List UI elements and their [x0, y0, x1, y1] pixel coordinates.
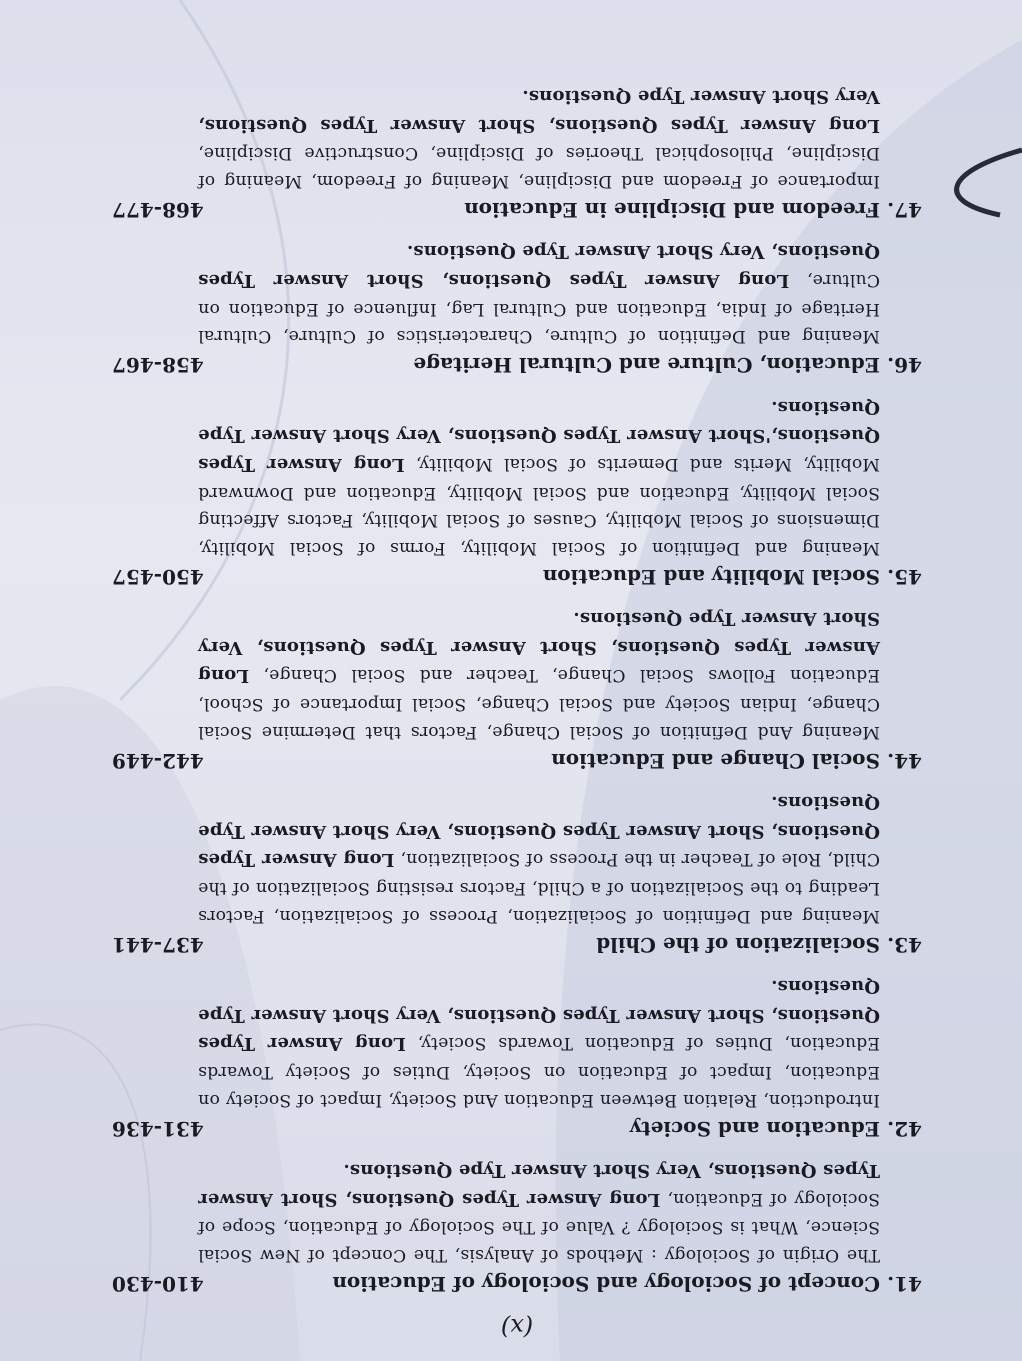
- entry-question-types: Long Answer Types Questions, Short Answer Types Questions, Very Short Answer Type Questions.: [198, 608, 880, 687]
- contents-entry: [112, 392, 922, 592]
- entry-title: Freedom and Discipline in Education: [464, 197, 880, 222]
- entry-heading: [112, 1113, 922, 1144]
- entry-heading: [112, 561, 922, 592]
- entry-title: Education, Culture and Cultural Heritage: [413, 353, 880, 378]
- contents-entry: [112, 972, 922, 1144]
- entry-topics: Introduction, Relation Between Education And Society, Impact of Society on Education, Impact of Education on Society, Duties of Society Towards Education, Duties of Education Towards Society,: [198, 1033, 880, 1110]
- entry-heading: [112, 349, 922, 380]
- entry-title: Education and Society: [629, 1116, 880, 1141]
- entry-page-range: 437-441: [112, 932, 204, 957]
- entry-heading: [112, 929, 922, 960]
- entry-description: [198, 788, 880, 929]
- entry-description: [198, 81, 880, 193]
- entry-number: 41.: [887, 1272, 922, 1296]
- entry-title: Concept of Sociology and Sociology of Education: [332, 1272, 880, 1296]
- entry-page-range: 410-430: [112, 1272, 204, 1296]
- entry-heading: [112, 194, 922, 225]
- entry-description: [198, 392, 880, 561]
- entry-page-range: 431-436: [112, 1116, 204, 1141]
- entry-page-range: 450-457: [112, 564, 204, 589]
- contents-entry: [112, 604, 922, 776]
- entry-description: [198, 237, 880, 349]
- entry-question-types: Long Answer Types Questions, Short Answer Types Questions, Very Short Answer Type Questions.: [198, 1160, 880, 1210]
- entry-description: [198, 604, 880, 745]
- entry-description: [198, 972, 880, 1113]
- entry-description: [198, 1156, 880, 1268]
- contents-entry: [112, 81, 922, 224]
- entry-question-types: Long Answer Types Questions, Short Answer Types Questions, Very Short Answer Type Questions.: [198, 86, 880, 136]
- entry-number: 43.: [887, 932, 922, 957]
- entry-topics: Meaning and Definition of Social Mobility, Forms of Social Mobility, Dimensions of Social Mobility, Causes of Social Mobility, Factors Affecting Social Mobility, Education and Social Mobility, Education and Downward Mobility, Merits and Demerits of Social Mobility,: [198, 453, 880, 558]
- entry-question-types: Long Answer Types Questions, Short Answer Types Questions, Very Short Answer Type Questions.: [198, 792, 880, 871]
- entry-title: Social Mobility and Education: [542, 564, 880, 589]
- entry-number: 47.: [887, 197, 922, 222]
- entry-page-range: 442-449: [112, 748, 204, 773]
- contents-entry: [112, 1156, 922, 1299]
- entry-topics: Meaning And Definition of Social Change, Factors that Determine Social Change, Indian Society and Social Change, Social Importance of School, Education Follows Social Change, Teacher and Social Change,: [198, 665, 880, 742]
- contents-entry: [112, 788, 922, 960]
- entry-number: 44.: [887, 748, 922, 773]
- entry-question-types: Long Answer Types Questions,'Short Answer Types Questions, Very Short Answer Type Questions.: [198, 396, 880, 475]
- entry-title: Social Change and Education: [551, 748, 880, 773]
- entry-question-types: Long Answer Types Questions, Short Answer Types Questions, Very Short Answer Type Questions.: [198, 976, 880, 1055]
- entry-title: Socialization of the Child: [596, 932, 880, 957]
- entry-page-range: 468-477: [112, 197, 204, 222]
- entry-number: 45.: [887, 564, 922, 589]
- entry-heading: [112, 1268, 922, 1299]
- entry-number: 42.: [887, 1116, 922, 1141]
- entry-topics: The Origin of Sociology : Methods of Analysis, The Concept of New Social Science, What is Sociology ? Value of The Sociology of Education, Scope of Sociology of Education,: [198, 1188, 880, 1265]
- entry-topics: Meaning and Definition of Socialization, Process of Socialization, Factors Leading to the Socialization of a Child, Factors resisting Socialization of the Child, Role of Teacher in the Process of Socialization,: [198, 849, 880, 926]
- entry-topics: Importance of Freedom and Discipline, Meaning of Freedom, Meaning of Discipline, Philosophical Theories of Discipline, Constructive Discipline,: [198, 143, 880, 191]
- entry-topics: Meaning and Definition of Culture, Characteristics of Culture, Cultural Heritage of India, Education and Cultural Lag, Influence of Education on Culture,: [198, 269, 880, 347]
- contents-list: [112, 81, 922, 1343]
- entry-page-range: 458-467: [112, 353, 204, 378]
- entry-number: 46.: [887, 353, 922, 378]
- entry-question-types: Long Answer Types Questions, Short Answer Types Questions, Very Short Answer Type Questions.: [198, 241, 880, 291]
- contents-entry: [112, 237, 922, 380]
- entry-heading: [112, 745, 922, 776]
- page-number: (x): [500, 1313, 534, 1341]
